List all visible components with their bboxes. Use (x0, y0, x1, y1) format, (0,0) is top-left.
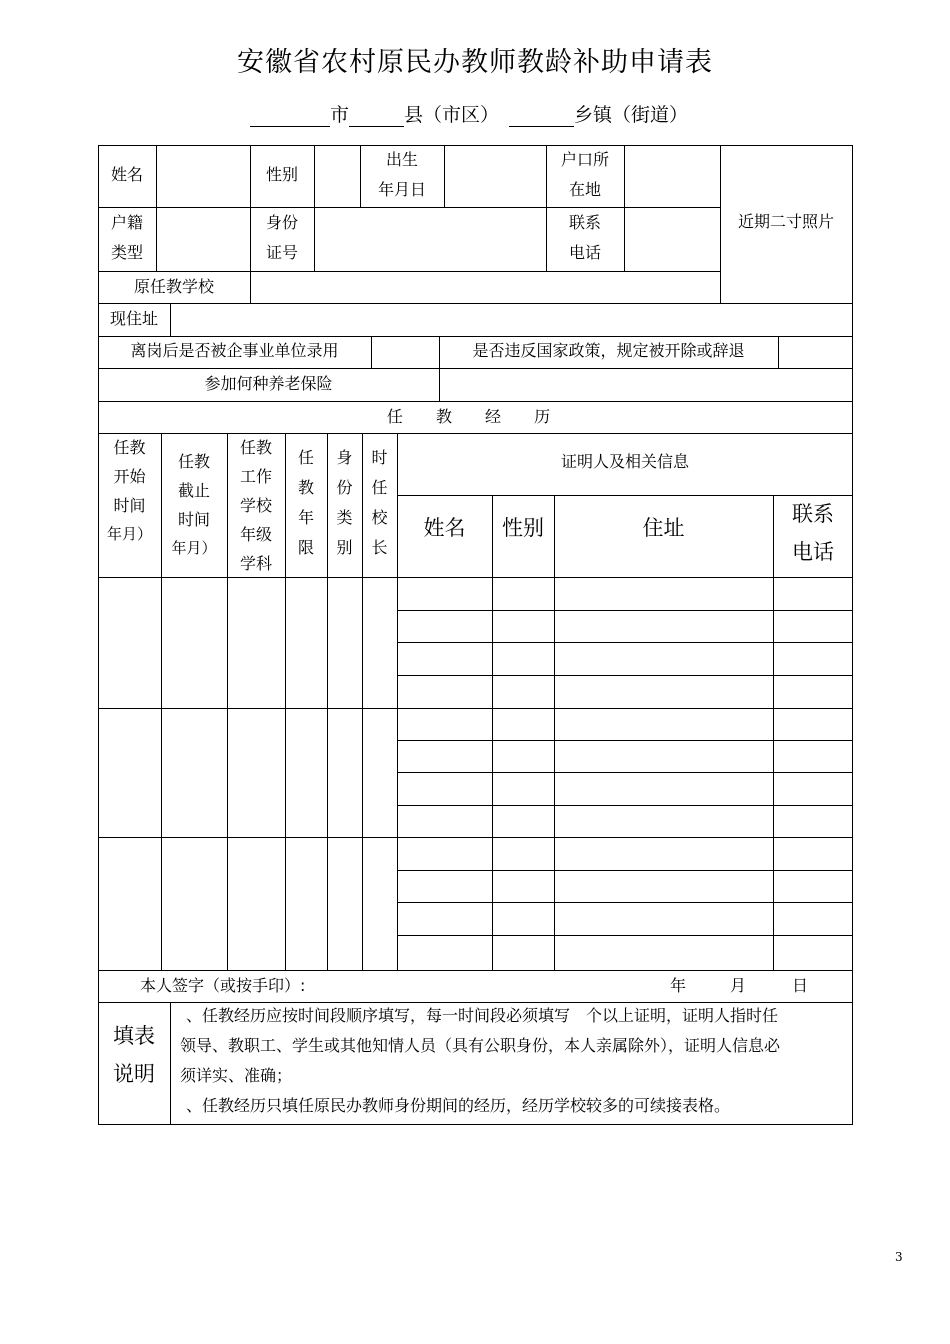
region-line (250, 100, 688, 127)
signature-year: 年 (670, 976, 687, 995)
experience-section-title: 任 教 经 历 (386, 407, 565, 426)
hukou-type-label-2: 类型 (110, 243, 143, 262)
page-number: 3 (895, 1250, 903, 1264)
notes-heading: 填表 说明 (113, 1024, 155, 1086)
city-label: 市 (330, 104, 350, 126)
birth-label-1: 出生 (385, 150, 418, 169)
identity-header: 身 份 类 别 (336, 448, 353, 557)
principal-header: 时 任 校 长 (371, 448, 388, 557)
application-form-table (98, 145, 853, 1125)
witness-gender-header: 性别 (502, 516, 544, 540)
form-title: 安徽省农村原民办教师教龄补助申请表 (237, 47, 713, 78)
hukou-location-label-1: 户口所 (560, 150, 609, 169)
hukou-location-label-2: 在地 (568, 180, 601, 199)
town-blank[interactable] (509, 102, 574, 127)
photo-label: 近期二寸照片 (737, 212, 834, 231)
violation-question: 是否违反国家政策，规定被开除或辞退 (472, 341, 745, 360)
current-address-label: 现住址 (109, 309, 158, 328)
notes-line-4: 、任教经历只填任原民办教师身份期间的经历，经历学校较多的可续接表格。 (186, 1096, 731, 1115)
signature-day: 日 (792, 976, 809, 995)
notes-line-2: 领导、教职工、学生或其他知情人员（具有公职身份，本人亲属除外），证明人信息必 (180, 1036, 781, 1055)
witness-title: 证明人及相关信息 (560, 452, 689, 471)
id-label-2: 证号 (265, 243, 298, 262)
county-label: 县（市区） (404, 104, 500, 126)
pension-question: 参加何种养老保险 (204, 374, 333, 393)
city-blank[interactable] (250, 102, 330, 127)
notes-line-1: 、任教经历应按时间段顺序填写，每一时间段必须填写 个以上证明，证明人指时任 (186, 1006, 779, 1025)
witness-name-header: 姓名 (423, 516, 466, 540)
original-school-label: 原任教学校 (133, 277, 214, 296)
signature-label: 本人签字（或按手印）: (140, 976, 306, 995)
years-header: 任 教 年 限 (297, 448, 314, 557)
witness-phone-header: 联系 电话 (792, 502, 834, 564)
phone-label-2: 电话 (568, 243, 601, 262)
employed-question: 离岗后是否被企事业单位录用 (130, 341, 339, 360)
witness-address-header: 住址 (642, 516, 685, 540)
notes-line-3: 须详实、准确； (180, 1066, 293, 1085)
gender-label: 性别 (265, 165, 298, 184)
name-label: 姓名 (110, 165, 143, 184)
school-header: 任教 工作 学校 年级 学科 (239, 438, 272, 573)
town-label: 乡镇（街道） (574, 104, 689, 126)
start-time-header: 任教 开始 时间 年月） (106, 438, 152, 543)
id-label-1: 身份 (265, 213, 298, 232)
county-blank[interactable] (349, 102, 404, 127)
end-time-header: 任教 截止 时间 年月） (171, 452, 217, 557)
phone-label-1: 联系 (568, 213, 601, 232)
signature-month: 月 (730, 976, 747, 995)
birth-label-2: 年月日 (377, 180, 426, 199)
hukou-type-label-1: 户籍 (110, 213, 143, 232)
